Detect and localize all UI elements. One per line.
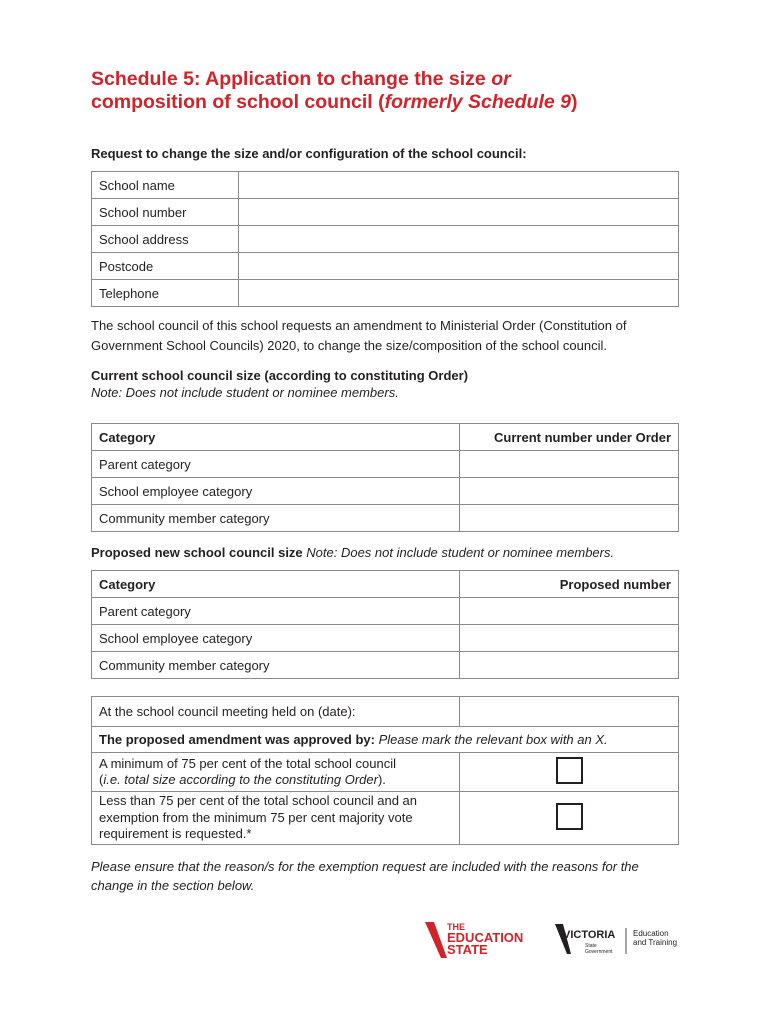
- table-row: [92, 625, 679, 652]
- current-size-heading: Current school council size (according to constituting Order): [91, 368, 469, 383]
- column-header: Category: [92, 571, 460, 598]
- current-number-input[interactable]: [460, 451, 679, 478]
- request-heading: Request to change the size and/or configuration of the school council:: [91, 146, 527, 161]
- table-row: [92, 226, 679, 253]
- proposed-number-input[interactable]: [460, 598, 679, 625]
- education-state-education: EDUCATION: [447, 930, 524, 945]
- proposed-number-input[interactable]: [460, 652, 679, 679]
- victoria-wordmark: VICTORIA: [563, 929, 616, 941]
- table-row: [92, 652, 679, 679]
- table-row: [92, 451, 679, 478]
- option-exemption-label: Less than 75 per cent of the total school council and an exemption from the minimum 75 per cent majority vote requirement is requested.*: [92, 792, 460, 845]
- option-exemption-cell: [460, 792, 679, 845]
- category-label: Community member category: [92, 505, 460, 532]
- proposed-size-table: [91, 570, 679, 679]
- education-state-the: THE: [447, 922, 465, 932]
- table-row: [92, 199, 679, 226]
- table-row: [92, 478, 679, 505]
- category-label: Parent category: [92, 451, 460, 478]
- page-title: Schedule 5: Application to change the size or composition of school council (formerly Schedule 9): [91, 68, 578, 113]
- field-label: School name: [92, 172, 239, 199]
- school-details-table: [91, 171, 679, 307]
- category-label: School employee category: [92, 478, 460, 505]
- table-row: [92, 505, 679, 532]
- state-government-line1: State: [585, 943, 597, 949]
- option-75-percent-label: A minimum of 75 per cent of the total school council (i.e. total size according to the constituting Order).: [92, 753, 460, 792]
- table-row: [92, 598, 679, 625]
- meeting-date-label: At the school council meeting held on (date):: [92, 697, 460, 727]
- field-label: School number: [92, 199, 239, 226]
- current-number-input[interactable]: [460, 505, 679, 532]
- exemption-footnote: Please ensure that the reason/s for the exemption request are included with the reasons for the change in the section below.: [91, 859, 639, 893]
- footer-logos: [425, 918, 695, 962]
- category-label: School employee category: [92, 625, 460, 652]
- meeting-date-input[interactable]: [460, 697, 679, 727]
- proposed-size-heading: Proposed new school council size Note: Does not include student or nominee members.: [91, 545, 615, 560]
- table-row: [92, 280, 679, 307]
- field-input[interactable]: [239, 199, 679, 226]
- education-state-logo: [425, 918, 695, 962]
- education-state-state: STATE: [447, 942, 488, 957]
- proposed-number-input[interactable]: [460, 625, 679, 652]
- current-size-table: [91, 423, 679, 532]
- field-label: School address: [92, 226, 239, 253]
- table-header-row: [92, 424, 679, 451]
- amendment-text: The school council of this school requests an amendment to Ministerial Order (Constitution of Government School Councils) 2020, to change the size/composition of the school council.: [91, 318, 627, 353]
- field-label: Telephone: [92, 280, 239, 307]
- victoria-state-government-logo: [555, 924, 677, 955]
- option-exemption-checkbox[interactable]: [556, 803, 583, 830]
- current-size-note: Note: Does not include student or nominee members.: [91, 385, 399, 400]
- column-header: Proposed number: [460, 571, 679, 598]
- field-label: Postcode: [92, 253, 239, 280]
- option-75-percent-cell: [460, 753, 679, 792]
- approval-table: [91, 696, 679, 845]
- table-row: [92, 253, 679, 280]
- field-input[interactable]: [239, 226, 679, 253]
- state-government-line2: Government: [585, 949, 613, 955]
- category-label: Parent category: [92, 598, 460, 625]
- table-row: [92, 172, 679, 199]
- column-header: Current number under Order: [460, 424, 679, 451]
- approved-by-row: The proposed amendment was approved by: Please mark the relevant box with an X.: [92, 727, 679, 753]
- department-line2: and Training: [633, 938, 678, 947]
- field-input[interactable]: [239, 253, 679, 280]
- field-input[interactable]: [239, 280, 679, 307]
- department-line1: Education: [633, 929, 669, 938]
- table-header-row: [92, 571, 679, 598]
- category-label: Community member category: [92, 652, 460, 679]
- column-header: Category: [92, 424, 460, 451]
- current-number-input[interactable]: [460, 478, 679, 505]
- option-75-percent-checkbox[interactable]: [556, 757, 583, 784]
- field-input[interactable]: [239, 172, 679, 199]
